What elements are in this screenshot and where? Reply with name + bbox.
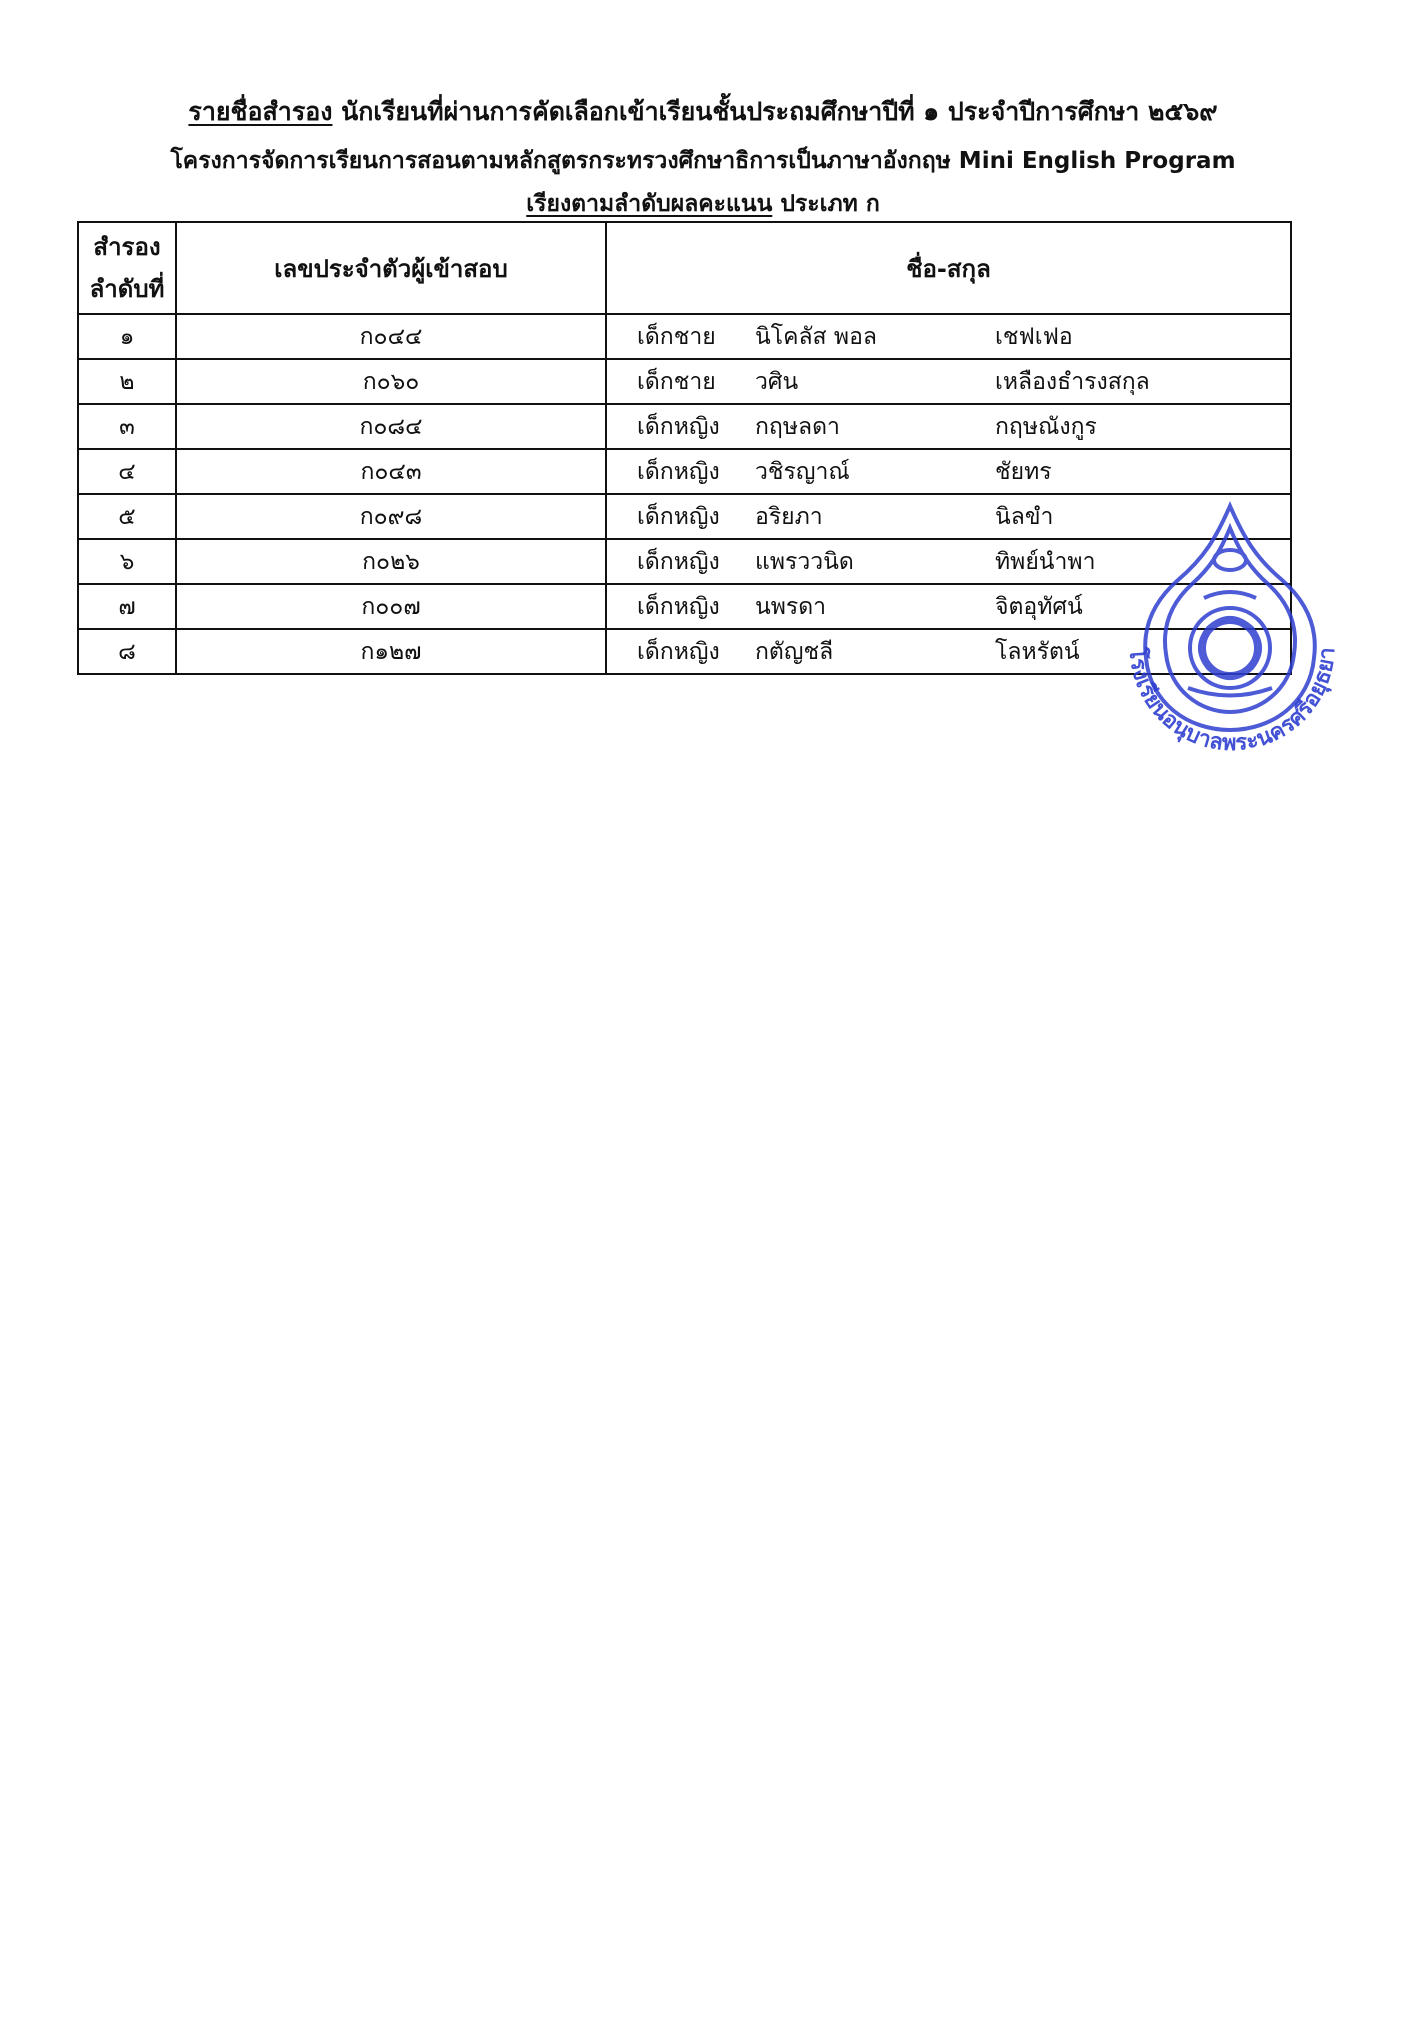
table-row <box>78 449 1291 494</box>
first-name: กตัญชลี <box>755 638 834 665</box>
rank-cell: ๕ <box>78 494 176 539</box>
applicant-id-cell: ก๐๒๖ <box>176 539 606 584</box>
full-name-cell <box>606 404 1291 449</box>
full-name-cell <box>606 314 1291 359</box>
rank-column-header <box>78 222 176 314</box>
last-name: นิลขำ <box>995 503 1054 530</box>
name-prefix: เด็กหญิง <box>637 548 720 575</box>
applicant-id-cell: ก๐๘๔ <box>176 404 606 449</box>
category-label: ประเภท ก <box>772 191 880 217</box>
last-name: ชัยทร <box>995 458 1052 485</box>
name-prefix: เด็กหญิง <box>637 458 720 485</box>
first-name: แพรววนิด <box>755 548 854 575</box>
rank-cell: ๓ <box>78 404 176 449</box>
name-prefix: เด็กหญิง <box>637 503 720 530</box>
applicant-id-cell: ก๐๐๗ <box>176 584 606 629</box>
id-column-header: เลขประจำตัวผู้เข้าสอบ <box>176 222 606 314</box>
table-row <box>78 404 1291 449</box>
last-name: กฤษณังกูร <box>995 413 1097 440</box>
table-row <box>78 314 1291 359</box>
first-name: วศิน <box>755 368 799 395</box>
name-prefix: เด็กหญิง <box>637 638 720 665</box>
table-header-row <box>78 222 1291 314</box>
rank-cell: ๘ <box>78 629 176 674</box>
rank-cell: ๗ <box>78 584 176 629</box>
name-prefix: เด็กหญิง <box>637 593 720 620</box>
rank-header-line1: สำรอง <box>93 233 161 261</box>
name-prefix: เด็กหญิง <box>637 413 720 440</box>
first-name: วชิรญาณ์ <box>755 458 850 485</box>
rank-cell: ๒ <box>78 359 176 404</box>
applicant-id-cell: ก๐๙๘ <box>176 494 606 539</box>
document-title <box>0 92 1406 132</box>
program-subtitle: โครงการจัดการเรียนการสอนตามหลักสูตรกระทรวงศึกษาธิการเป็นภาษาอังกฤษ Mini English Program <box>170 148 1236 174</box>
rank-cell: ๖ <box>78 539 176 584</box>
applicant-id-cell: ก๐๔๔ <box>176 314 606 359</box>
last-name: ทิพย์นำพา <box>995 548 1096 575</box>
rank-cell: ๔ <box>78 449 176 494</box>
name-column-header: ชื่อ-สกุล <box>606 222 1291 314</box>
table-row <box>78 359 1291 404</box>
rank-cell: ๑ <box>78 314 176 359</box>
last-name: โลหรัตน์ <box>995 638 1080 665</box>
full-name-cell <box>606 359 1291 404</box>
applicant-id-cell: ก๐๖๐ <box>176 359 606 404</box>
rank-header-line2: ลำดับที่ <box>89 275 165 303</box>
first-name: นิโคลัส พอล <box>755 323 877 350</box>
name-prefix: เด็กชาย <box>637 323 716 350</box>
school-seal-stamp <box>1108 498 1353 773</box>
sort-note: เรียงตามลำดับผลคะแนน <box>526 191 773 217</box>
full-name-cell <box>606 449 1291 494</box>
title-rest: นักเรียนที่ผ่านการคัดเลือกเข้าเรียนชั้นประถมศึกษาปีที่ ๑ ประจำปีการศึกษา ๒๕๖๙ <box>332 97 1218 126</box>
applicant-id-cell: ก๐๔๓ <box>176 449 606 494</box>
last-name: เชฟเฟอ <box>995 323 1073 350</box>
last-name: จิตอุทัศน์ <box>995 593 1083 620</box>
first-name: นพรดา <box>755 593 827 620</box>
applicant-id-cell: ก๑๒๗ <box>176 629 606 674</box>
sort-line <box>0 186 1406 222</box>
first-name: อริยภา <box>755 503 823 530</box>
first-name: กฤษลดา <box>755 413 840 440</box>
last-name: เหลืองธำรงสกุล <box>995 368 1150 395</box>
seal-text: โรงเรียนอนุบาลพระนครศรีอยุธยา <box>1123 646 1341 757</box>
title-underlined: รายชื่อสำรอง <box>188 97 333 126</box>
name-prefix: เด็กชาย <box>637 368 716 395</box>
